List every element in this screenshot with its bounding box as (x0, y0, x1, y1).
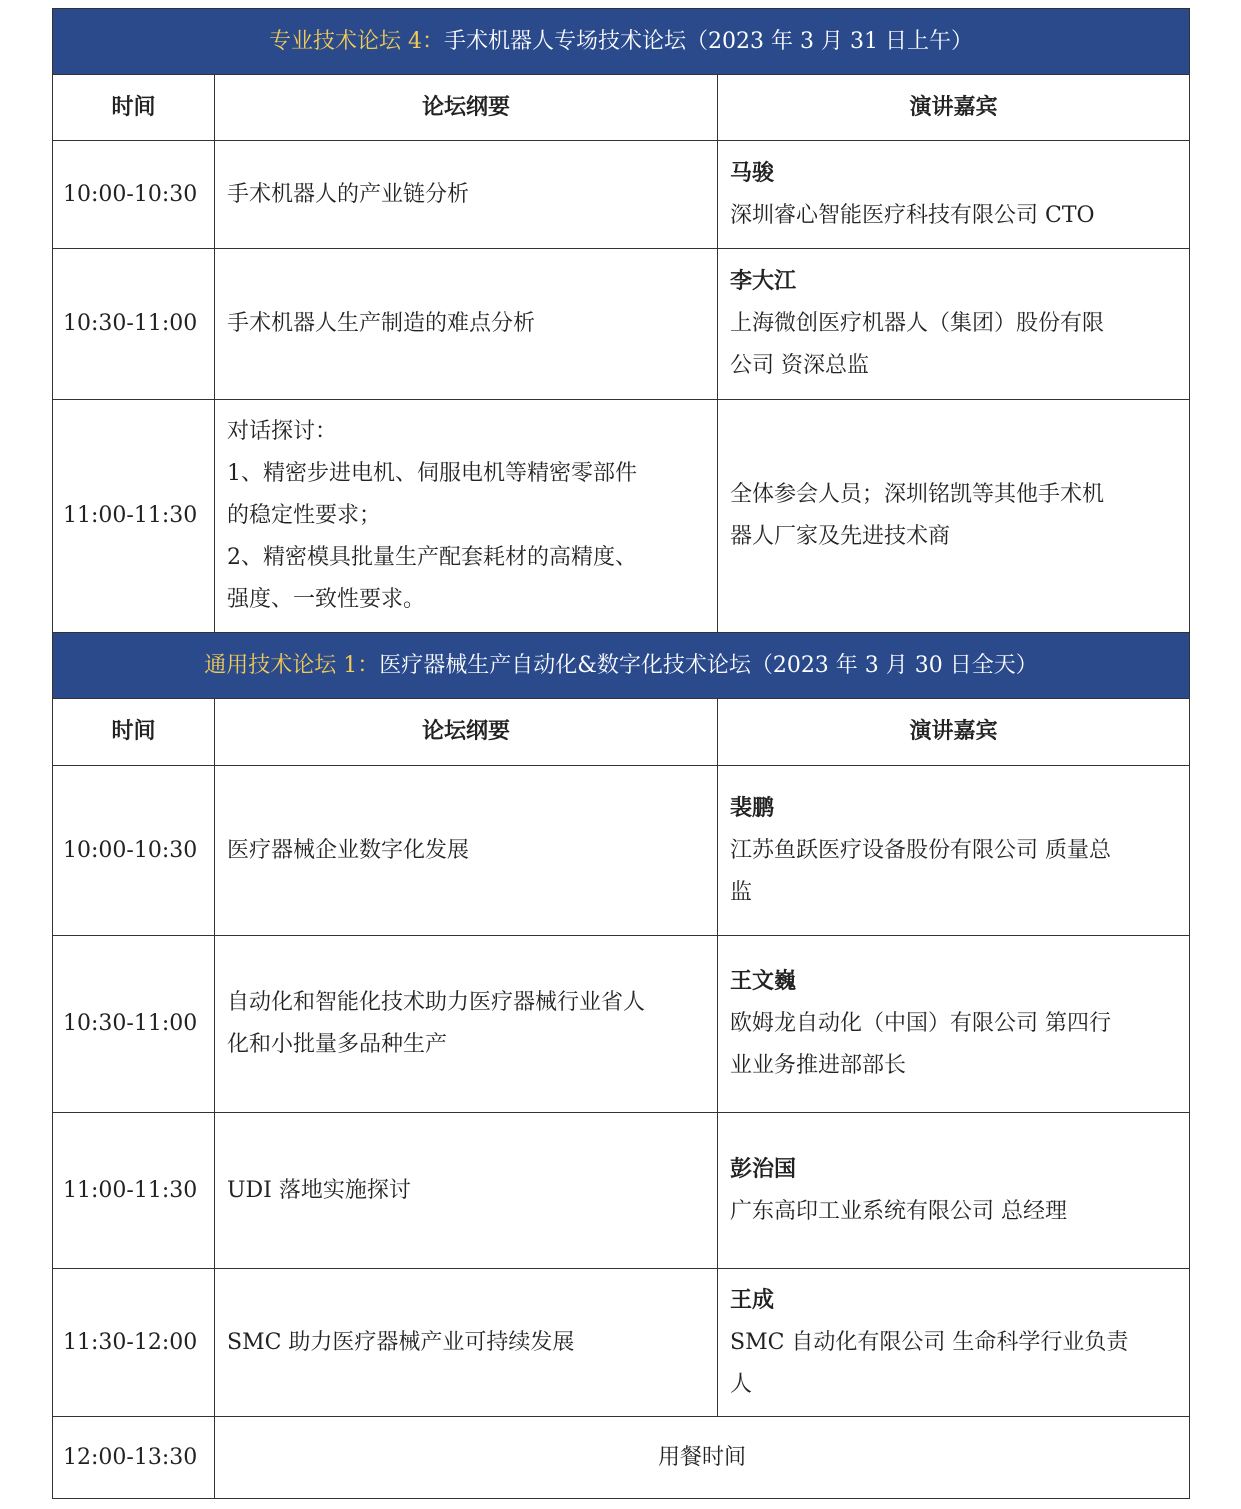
header-speaker: 演讲嘉宾 (718, 75, 1190, 141)
speaker-name: 马骏 (730, 160, 775, 186)
topic-line: 1、精密步进电机、伺服电机等精密零部件 (227, 461, 637, 486)
speaker-org: 上海微创医疗机器人（集团）股份有限 (730, 311, 1105, 336)
speaker-cell (718, 1269, 1190, 1417)
speaker-org: 欧姆龙自动化（中国）有限公司 第四行 (730, 1011, 1111, 1036)
session-time: 11:30-12:00 (53, 1269, 215, 1417)
header-time: 时间 (53, 699, 215, 766)
speaker-cell (718, 766, 1190, 936)
topic-line: 手术机器人的产业链分析 (227, 181, 470, 207)
session-time: 11:00-11:30 (53, 1113, 215, 1269)
header-time: 时间 (53, 75, 215, 141)
speaker-name: 王成 (730, 1287, 775, 1313)
session-topic (215, 936, 718, 1113)
topic-line: 医疗器械企业数字化发展 (227, 837, 470, 863)
topic-line: 2、精密模具批量生产配套耗材的高精度、 (227, 545, 637, 570)
speaker-name: 彭治国 (730, 1156, 797, 1182)
speaker-name: 裴鹏 (730, 795, 775, 821)
forum1-header-row (53, 75, 1190, 141)
session-time: 11:00-11:30 (53, 400, 215, 633)
table-row (53, 249, 1190, 400)
agenda-sheet (52, 8, 1189, 1499)
lunch-time: 12:00-13:30 (53, 1417, 215, 1499)
forum2-title-rest: 医疗器械生产自动化&数字化技术论坛（2023 年 3 月 30 日全天） (379, 652, 1038, 678)
session-time: 10:30-11:00 (53, 249, 215, 400)
header-topic: 论坛纲要 (215, 699, 718, 766)
session-topic (215, 141, 718, 249)
table-row (53, 1269, 1190, 1417)
forum2-banner (53, 633, 1190, 699)
speaker-org: 江苏鱼跃医疗设备股份有限公司 质量总 (730, 837, 1111, 863)
table-row (53, 400, 1190, 633)
session-time: 10:00-10:30 (53, 141, 215, 249)
topic-line: 对话探讨： (227, 419, 338, 444)
topic-line: UDI 落地实施探讨 (227, 1177, 411, 1203)
speaker-org: 器人厂家及先进技术商 (730, 524, 951, 549)
speaker-org: 深圳睿心智能医疗科技有限公司 CTO (730, 202, 1095, 228)
forum1-banner (53, 9, 1190, 75)
topic-line: SMC 助力医疗器械产业可持续发展 (227, 1329, 575, 1355)
speaker-name: 李大江 (730, 269, 797, 294)
forum2-header-row (53, 699, 1190, 766)
speaker-org: 人 (730, 1371, 753, 1397)
session-topic (215, 400, 718, 633)
lunch-row (53, 1417, 1190, 1499)
speaker-org: 监 (730, 879, 753, 905)
topic-line: 的稳定性要求； (227, 503, 382, 528)
session-topic (215, 766, 718, 936)
table-row (53, 1113, 1190, 1269)
topic-line: 化和小批量多品种生产 (227, 1032, 448, 1057)
topic-line: 强度、一致性要求。 (227, 587, 426, 612)
speaker-cell (718, 249, 1190, 400)
speaker-org: 广东高印工业系统有限公司 总经理 (730, 1198, 1067, 1224)
session-time: 10:00-10:30 (53, 766, 215, 936)
forum2-title (53, 633, 1190, 699)
header-topic: 论坛纲要 (215, 75, 718, 141)
header-speaker: 演讲嘉宾 (718, 699, 1190, 766)
table-row (53, 141, 1190, 249)
session-topic (215, 1269, 718, 1417)
forum1-title-rest: 手术机器人专场技术论坛（2023 年 3 月 31 日上午） (444, 28, 973, 54)
speaker-org: 业业务推进部部长 (730, 1053, 907, 1078)
session-topic (215, 1113, 718, 1269)
speaker-cell (718, 400, 1190, 633)
forum1-title-prefix: 专业技术论坛 4： (269, 28, 445, 54)
lunch-label: 用餐时间 (215, 1417, 1190, 1499)
topic-line: 手术机器人生产制造的难点分析 (227, 311, 536, 336)
speaker-org: 全体参会人员；深圳铭凯等其他手术机 (730, 482, 1105, 507)
speaker-org: 公司 资深总监 (730, 353, 869, 378)
speaker-cell (718, 141, 1190, 249)
agenda-table (52, 8, 1190, 1499)
speaker-cell (718, 1113, 1190, 1269)
speaker-cell (718, 936, 1190, 1113)
forum1-title (53, 9, 1190, 75)
speaker-org: SMC 自动化有限公司 生命科学行业负责 (730, 1329, 1129, 1355)
forum2-title-prefix: 通用技术论坛 1： (204, 652, 380, 678)
speaker-name: 王文巍 (730, 969, 797, 994)
session-topic (215, 249, 718, 400)
session-time: 10:30-11:00 (53, 936, 215, 1113)
table-row (53, 766, 1190, 936)
table-row (53, 936, 1190, 1113)
topic-line: 自动化和智能化技术助力医疗器械行业省人 (227, 990, 646, 1015)
